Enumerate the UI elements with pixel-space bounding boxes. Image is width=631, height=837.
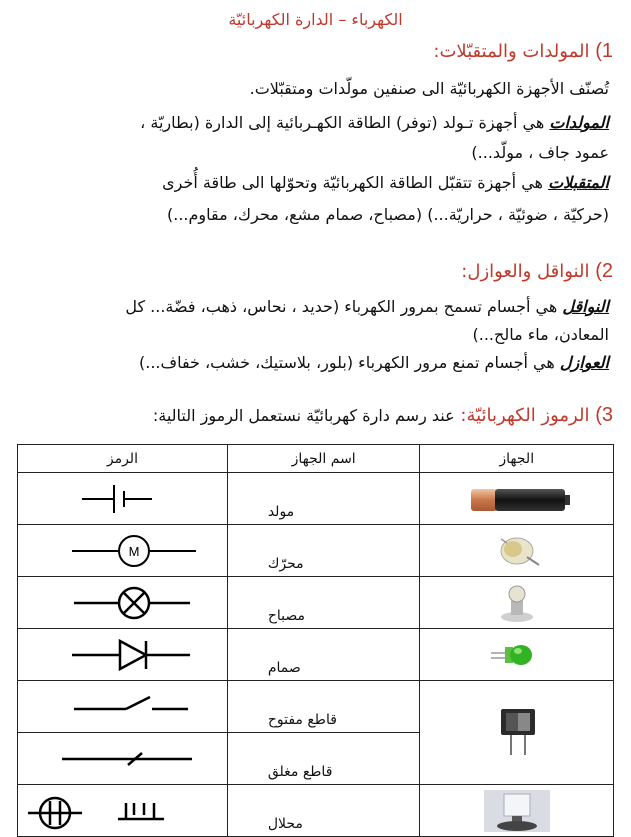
receivers-text2: (حركيّة ، ضوئيّة ، حراريّة...) (مصباح، صمام مشع، محرك، مقاوم...) bbox=[167, 205, 609, 224]
section1-heading bbox=[433, 40, 613, 63]
name-cell bbox=[227, 681, 420, 733]
receivers-term: المتقبلات bbox=[548, 173, 609, 192]
header-device: الجهاز bbox=[420, 445, 614, 473]
generator-symbol bbox=[22, 477, 222, 521]
symbol-cell bbox=[18, 525, 228, 577]
table-row bbox=[18, 577, 614, 629]
section3-number: 3) bbox=[595, 404, 613, 426]
device-name: صمام bbox=[267, 660, 301, 676]
table-row bbox=[18, 473, 614, 525]
name-cell bbox=[227, 525, 420, 577]
page-title: الكهرباء – الدارة الكهربائيّة bbox=[228, 10, 403, 29]
device-name: مولد bbox=[267, 504, 295, 520]
symbol-cell bbox=[18, 681, 228, 733]
header-name: اسم الجهاز bbox=[227, 445, 420, 473]
header-symbol: الرمز bbox=[18, 445, 228, 473]
name-cell bbox=[227, 473, 420, 525]
generators-definition bbox=[14, 108, 609, 138]
table-row bbox=[18, 525, 614, 577]
motor-symbol bbox=[22, 529, 222, 573]
section1-line1: تُصنّف الأجهزة الكهربائيّة الى صنفين مولّدات ومتقبّلات. bbox=[249, 79, 609, 98]
name-cell bbox=[227, 785, 420, 837]
section3-title: الرموز الكهربائيّة: bbox=[460, 405, 590, 426]
symbol-cell bbox=[18, 785, 228, 837]
section2-title: النواقل والعوازل: bbox=[461, 261, 590, 282]
table-row bbox=[18, 785, 614, 837]
generators-term: المولدات bbox=[549, 113, 609, 132]
section1-title: المولدات والمتقبّلات: bbox=[433, 41, 590, 62]
section3-text: عند رسم دارة كهربائيّة نستعمل الرموز التالية: bbox=[152, 406, 455, 425]
switch-icon bbox=[487, 703, 547, 763]
device-cell bbox=[420, 785, 614, 837]
table-row bbox=[18, 681, 614, 733]
device-name: مصباح bbox=[267, 608, 305, 624]
generators-text2: عمود جاف ، مولّد...) bbox=[471, 143, 609, 162]
device-name: قاطع مفتوح bbox=[267, 712, 337, 728]
name-cell bbox=[227, 577, 420, 629]
section1-number: 1) bbox=[595, 40, 613, 62]
motor-letter: M bbox=[129, 543, 140, 559]
closed-switch-symbol bbox=[22, 737, 222, 781]
symbols-table bbox=[17, 444, 614, 837]
name-cell bbox=[227, 629, 420, 681]
device-cell bbox=[420, 525, 614, 577]
table-row bbox=[18, 629, 614, 681]
insulators-definition bbox=[14, 348, 609, 378]
section3-heading bbox=[153, 404, 613, 427]
conductors-text1: هي أجسام تسمح بمرور الكهرباء (حديد ، نحاس، ذهب، فضّة... كل bbox=[125, 297, 558, 316]
insulators-term: العوازل bbox=[559, 353, 609, 372]
diode-symbol bbox=[22, 633, 222, 677]
table-header-row bbox=[18, 445, 614, 473]
device-name: محلال bbox=[267, 816, 303, 832]
lamp-symbol bbox=[22, 581, 222, 625]
symbol-cell bbox=[18, 629, 228, 681]
conductors-term: النواقل bbox=[562, 297, 609, 316]
motor-icon bbox=[487, 529, 547, 573]
conductors-text2: المعادن، ماء مالح...) bbox=[472, 325, 609, 344]
receivers-definition bbox=[14, 168, 609, 198]
section2-number: 2) bbox=[595, 260, 613, 282]
receivers-text1: هي أجهزة تتقبّل الطاقة الكهربائيّة وتحوّلها الى طاقة أُخرى bbox=[162, 173, 543, 192]
symbol-cell bbox=[18, 473, 228, 525]
device-cell bbox=[420, 681, 614, 785]
device-cell bbox=[420, 629, 614, 681]
device-name: محرّك bbox=[267, 556, 304, 572]
conductors-definition bbox=[14, 292, 609, 322]
name-cell bbox=[227, 733, 420, 785]
device-cell bbox=[420, 577, 614, 629]
symbol-cell bbox=[18, 577, 228, 629]
device-cell bbox=[420, 473, 614, 525]
battery-icon bbox=[457, 479, 577, 519]
lamp-icon bbox=[487, 581, 547, 625]
electrolyzer-symbol bbox=[22, 789, 222, 833]
open-switch-symbol bbox=[22, 685, 222, 729]
electrolyzer-icon bbox=[482, 788, 552, 834]
section2-heading bbox=[461, 260, 613, 283]
generators-text1: هي أجهزة تـولد (توفر) الطاقة الكهـربائية إلى الدارة (بطاريّة ، bbox=[140, 113, 545, 132]
symbol-cell bbox=[18, 733, 228, 785]
insulators-text: هي أجسام تمنع مرور الكهرباء (بلور، بلاستيك، خشب، خفاف...) bbox=[138, 353, 555, 372]
led-icon bbox=[487, 633, 547, 677]
device-name: قاطع مغلق bbox=[267, 764, 333, 780]
